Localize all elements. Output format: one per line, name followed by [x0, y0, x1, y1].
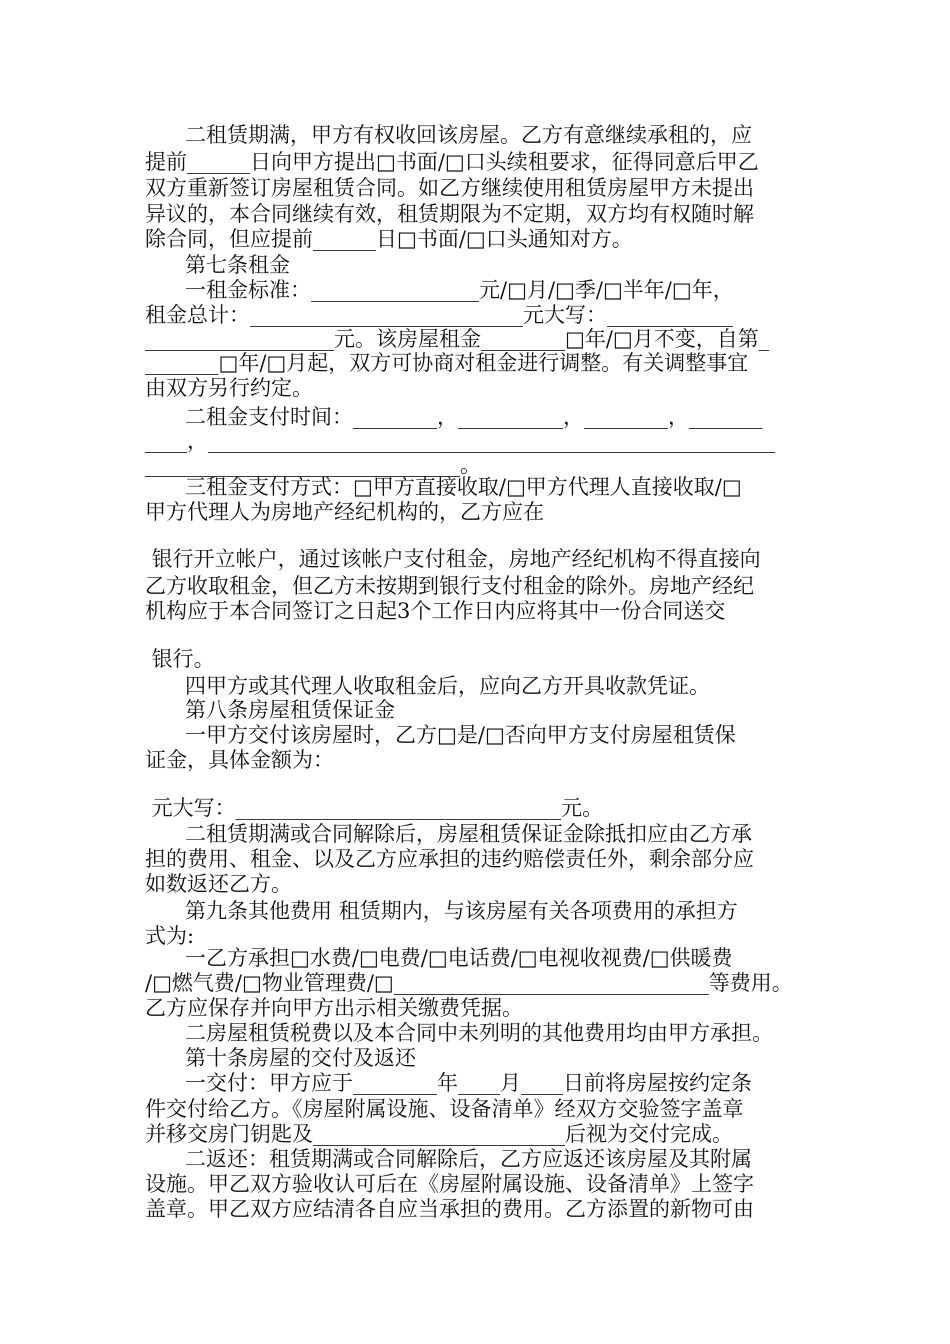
text-line: 如数返还乙方。 [145, 872, 292, 896]
text-line: 三租金支付方式：□甲方直接收取/□甲方代理人直接收取/□ [145, 475, 742, 499]
text-line: 设施。甲乙双方验收认可后在《房屋附属设施、设备清单》上签字 [145, 1172, 754, 1196]
section-heading: 第十条房屋的交付及返还 [145, 1046, 417, 1070]
text-line: 机构应于本合同签订之日起3个工作日内应将其中一份合同送交 [145, 599, 726, 623]
text-line: 提前______日向甲方提出□书面/□口头续租要求，征得同意后甲乙 [145, 150, 759, 174]
text-line: 二租赁期满，甲方有权收回该房屋。乙方有意继续承租的，应 [145, 123, 753, 147]
text-line: 担的费用、租金、以及乙方应承担的违约赔偿责任外，剩余部分应 [145, 847, 754, 871]
text-line: __________________元。该房屋租金________□年/□月不变，自第_ [145, 327, 770, 351]
text-line: 元大写：_______________________________元。 [145, 796, 604, 820]
text-line: 异议的，本合同继续有效，租赁期限为不定期，双方均有权随时解 [145, 202, 754, 226]
text-line: 四甲方或其代理人收取租金后，应向乙方开具收款凭证。 [145, 674, 711, 698]
text-line: 租金总计：__________________________元大写：____________ [145, 303, 733, 327]
text-line: 一租金标准：________________元/□月/□季/□半年/□年， [145, 278, 734, 302]
text-line: 一交付：甲方应于________年____月____日前将房屋按约定条 [145, 1071, 753, 1095]
text-line: 证金，具体金额为： [145, 748, 334, 772]
text-line: ____，______________________________________________________ [145, 429, 775, 453]
text-line: 乙方应保存并向甲方出示相关缴费凭据。 [145, 996, 523, 1020]
text-line: 件交付给乙方。《房屋附属设施、设备清单》经双方交验签字盖章 [145, 1097, 744, 1121]
text-line: ______________________________。 [145, 453, 481, 477]
text-line: 甲方代理人为房地产经纪机构的，乙方应在 [145, 500, 544, 524]
text-line: 双方重新签订房屋租赁合同。如乙方继续使用租赁房屋甲方未提出 [145, 176, 754, 200]
text-line: 式为: [145, 924, 195, 948]
text-line: _______□年/□月起，双方可协商对租金进行调整。有关调整事宜 [145, 351, 749, 375]
text-line: 二租金支付时间：________，__________，________，_______ [145, 405, 763, 429]
text-line: 由双方另行约定。 [145, 376, 313, 400]
text-line: 银行开立帐户，通过该帐户支付租金，房地产经纪机构不得直接向 [145, 547, 761, 571]
text-line: 银行。 [145, 647, 215, 671]
section-heading: 第八条房屋租赁保证金 [145, 698, 396, 722]
text-line: 一甲方交付该房屋时，乙方□是/□否向甲方支付房屋租赁保 [145, 723, 736, 747]
text-line: /□燃气费/□物业管理费/□______________________________等费用。 [145, 971, 793, 995]
text-line: 乙方收取租金，但乙方未按期到银行支付租金的除外。房地产经纪 [145, 574, 754, 598]
text-line: 二房屋租赁税费以及本合同中未列明的其他费用均由甲方承担。 [145, 1021, 774, 1045]
text-line: 除合同，但应提前______日□书面/□口头通知对方。 [145, 227, 633, 251]
text-line: 二返还：租赁期满或合同解除后，乙方应返还该房屋及其附属 [145, 1147, 753, 1171]
text-line: 盖章。甲乙双方应结清各自应当承担的费用。乙方添置的新物可由 [145, 1197, 754, 1221]
section-heading: 第七条租金 [145, 253, 291, 277]
text-line: 并移交房门钥匙及________________________后视为交付完成。 [145, 1122, 733, 1146]
section-heading: 第九条其他费用 租赁期内，与该房屋有关各项费用的承担方 [145, 899, 738, 923]
text-line: 一乙方承担□水费/□电费/□电话费/□电视收视费/□供暖费 [145, 946, 733, 970]
text-line: 二租赁期满或合同解除后，房屋租赁保证金除抵扣应由乙方承 [145, 822, 753, 846]
